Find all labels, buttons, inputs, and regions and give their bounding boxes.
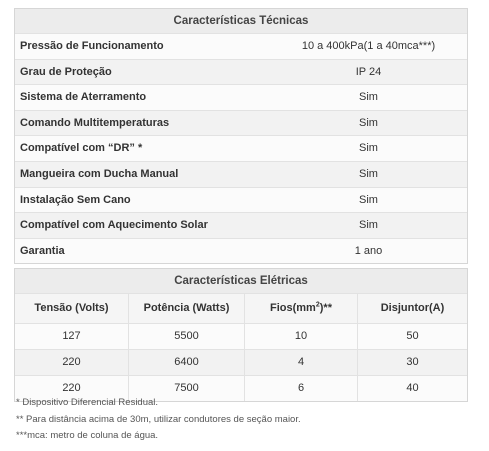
cell-power: 5500 bbox=[128, 324, 244, 349]
row-value: Sim bbox=[359, 193, 378, 206]
table-row bbox=[15, 349, 467, 375]
footnote: * Dispositivo Diferencial Residual. bbox=[16, 397, 159, 408]
cell-wires: 4 bbox=[244, 350, 357, 375]
table-row bbox=[15, 187, 467, 213]
row-value: Sim bbox=[359, 116, 378, 129]
row-label: Garantia bbox=[20, 244, 65, 257]
table-row bbox=[15, 84, 467, 110]
table-row bbox=[15, 59, 467, 85]
electrical-specs-table bbox=[14, 268, 468, 402]
header-breaker: Disjuntor(A) bbox=[357, 294, 467, 323]
header-wires bbox=[244, 294, 357, 323]
row-value: IP 24 bbox=[355, 65, 382, 78]
cell-breaker: 30 bbox=[357, 350, 467, 375]
cell-wires: 6 bbox=[244, 376, 357, 401]
footnotes bbox=[16, 395, 301, 445]
cell-voltage: 127 bbox=[62, 330, 81, 342]
row-value: Sim bbox=[359, 167, 378, 180]
header-power: Potência (Watts) bbox=[128, 294, 244, 323]
table-row bbox=[15, 238, 467, 264]
row-label: Sistema de Aterramento bbox=[20, 91, 147, 104]
cell-breaker: 50 bbox=[357, 324, 467, 349]
electrical-specs-title: Características Elétricas bbox=[15, 269, 467, 293]
table-row bbox=[15, 110, 467, 136]
footnote: ***mca: metro de coluna de água. bbox=[16, 430, 159, 441]
row-label: Comando Multitemperaturas bbox=[20, 116, 170, 129]
header-wires-prefix: Fios(mm bbox=[270, 302, 316, 314]
row-label: Pressão de Funcionamento bbox=[20, 40, 164, 52]
table-row bbox=[15, 212, 467, 238]
row-label: Mangueira com Ducha Manual bbox=[20, 167, 179, 180]
cell-wires: 10 bbox=[244, 324, 357, 349]
electrical-specs-rows bbox=[15, 293, 467, 401]
cell-power: 7500 bbox=[128, 376, 244, 401]
technical-specs-rows bbox=[15, 33, 467, 263]
row-label: Compatível com Aquecimento Solar bbox=[20, 219, 208, 232]
row-label: Grau de Proteção bbox=[20, 65, 112, 78]
cell-voltage: 220 bbox=[62, 382, 81, 394]
row-value: Sim bbox=[359, 142, 378, 155]
header-wires-superscript: 2 bbox=[315, 301, 320, 309]
row-value: Sim bbox=[359, 91, 378, 104]
technical-specs-table bbox=[14, 8, 468, 264]
table-row bbox=[15, 135, 467, 161]
cell-voltage: 220 bbox=[62, 356, 81, 368]
table-row bbox=[15, 33, 467, 59]
table-header-row bbox=[15, 293, 467, 323]
row-value: Sim bbox=[359, 219, 378, 232]
cell-power: 6400 bbox=[128, 350, 244, 375]
header-wires-suffix: )** bbox=[319, 302, 332, 314]
technical-specs-title: Características Técnicas bbox=[15, 9, 467, 33]
row-label: Instalação Sem Cano bbox=[20, 193, 131, 206]
cell-breaker: 40 bbox=[357, 376, 467, 401]
row-value: 1 ano bbox=[354, 244, 383, 257]
table-row bbox=[15, 323, 467, 349]
table-row bbox=[15, 161, 467, 187]
row-value: 10 a 400kPa(1 a 40mca***) bbox=[301, 40, 436, 52]
header-voltage: Tensão (Volts) bbox=[34, 302, 109, 314]
row-label: Compatível com “DR” * bbox=[20, 142, 143, 155]
footnote: ** Para distância acima de 30m, utilizar condutores de seção maior. bbox=[16, 413, 301, 425]
